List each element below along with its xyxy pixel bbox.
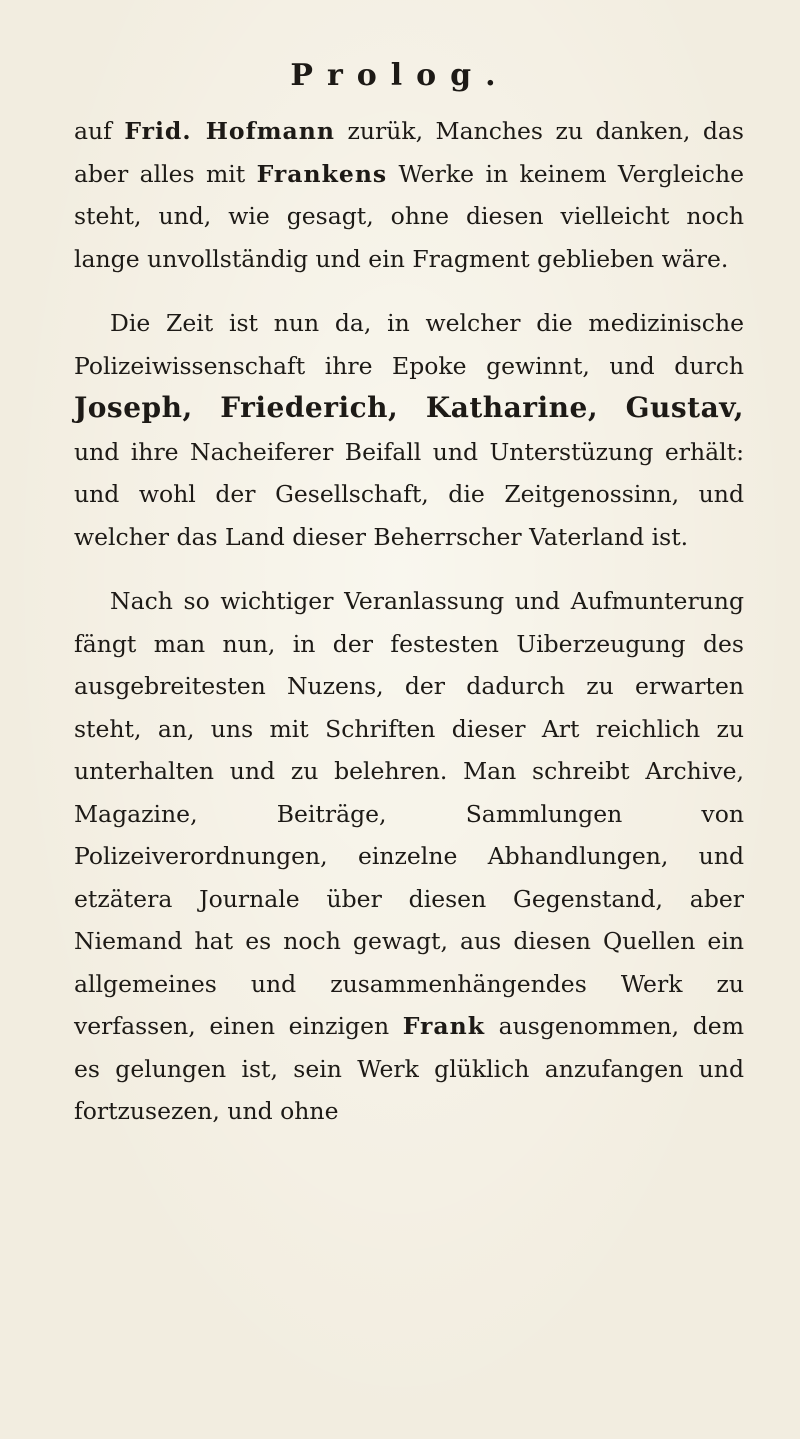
author-name-hofmann: Frid. Hofmann bbox=[124, 117, 335, 145]
text-run: Die Zeit ist nun da, in welcher die medizinische Polizeiwissenschaft ihre Epoke gewinnt, und durch bbox=[74, 309, 744, 380]
text-run: und ihre Nacheiferer Beifall und Unterstüzung erhält: und wohl der Gesellschaft, die Zeitgenossinn, und welcher das Land dieser Beherrscher Vaterland ist. bbox=[74, 437, 744, 551]
monarch-names: Joseph, Friederich, Katharine, Gustav, bbox=[74, 391, 744, 424]
paragraph-1 bbox=[74, 110, 744, 280]
paragraph-3 bbox=[74, 580, 744, 1133]
paragraph-2 bbox=[74, 302, 744, 558]
author-name-frank: Frank bbox=[402, 1012, 485, 1040]
body-text bbox=[74, 110, 744, 1155]
text-run: ausgenommen, dem es gelungen ist, sein Werk glüklich anzufangen und fortzusezen, und ohne bbox=[74, 1012, 744, 1125]
text-run: Nach so wichtiger Veranlassung und Aufmunterung fängt man nun, in der festesten Uiberzeugung des ausgebreitesten Nuzens, der dadurch zu erwarten steht, an, uns mit Schriften dieser Art reichlich zu unterhalten und zu belehren. Man schreibt Archive, Magazine, Beiträge, Sammlungen von Polizeiverordnungen, einzelne Abhandlungen, und etzätera Journale über diesen Gegenstand, aber Niemand hat es noch gewagt, aus diesen Quellen ein allgemeines und zusammenhängendes Werk zu verfassen, einen einzigen bbox=[74, 587, 744, 1040]
author-name-franken: Frankens bbox=[256, 159, 388, 188]
text-run: Werke in keinem Vergleiche steht, und, wie gesagt, ohne diesen vielleicht noch lange unvollständig und ein Fragment geblieben wäre. bbox=[74, 159, 745, 273]
page-header-title: Prolog. bbox=[290, 58, 510, 93]
text-run: zurük, Manches zu danken, das aber alles mit bbox=[74, 117, 744, 188]
text-run: auf bbox=[74, 117, 125, 145]
